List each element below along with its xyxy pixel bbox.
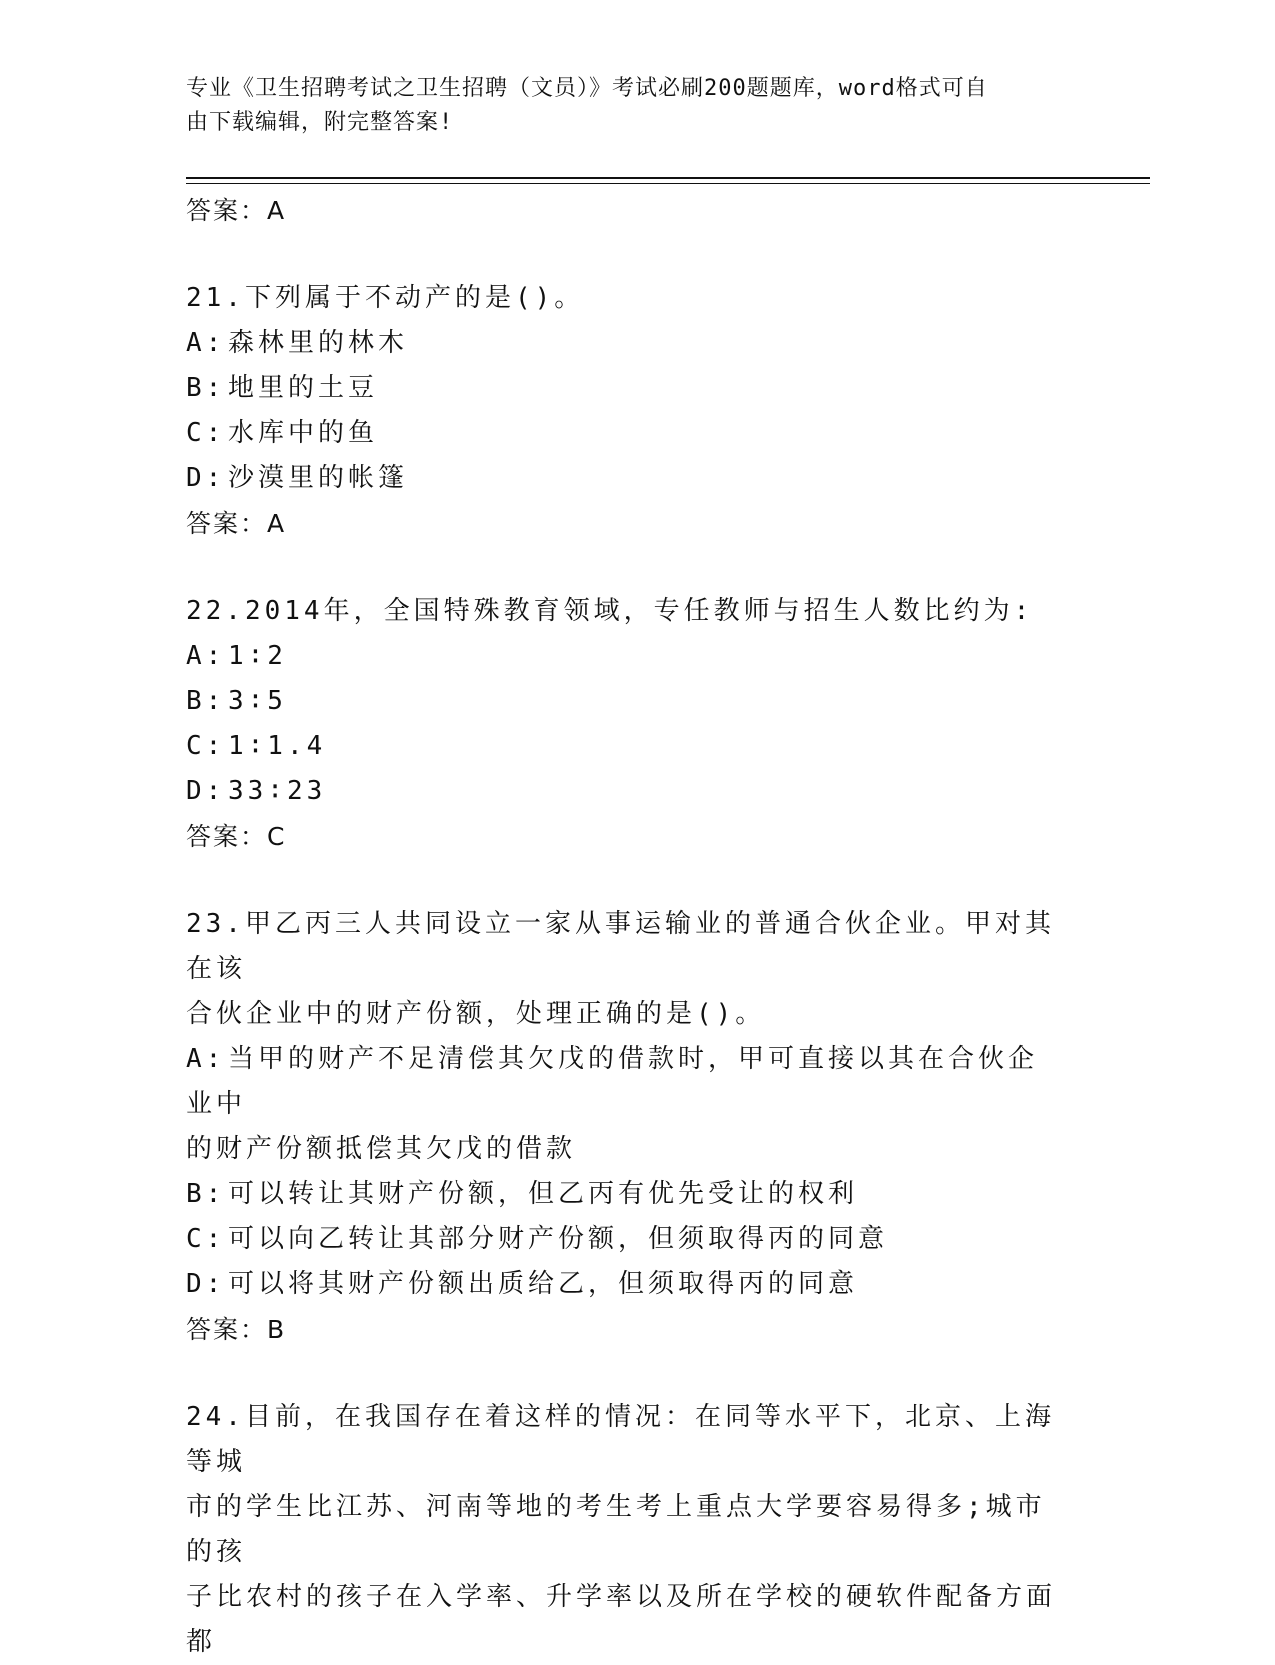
question-stem: [186, 902, 1066, 1037]
answer-line: 答案：B: [186, 1315, 287, 1344]
question-stem-line: 23.甲乙丙三人共同设立一家从事运输业的普通合伙企业。甲对其在该: [186, 909, 1055, 984]
question-list: [186, 188, 1066, 1665]
header-divider-thin: [186, 183, 1150, 184]
option-label: C:: [186, 1224, 226, 1254]
option-text: 沙漠里的帐篷: [228, 463, 409, 493]
question-stem: 22.2014年，全国特殊教育领域，专任教师与招生人数比约为:: [186, 596, 1034, 626]
answer-line: 答案：A: [186, 196, 287, 225]
header-line-1: 专业《卫生招聘考试之卫生招聘（文员）》考试必刷200题题库，word格式可自: [186, 76, 988, 101]
option-text: 1∶2: [228, 641, 287, 671]
option-label: A:: [186, 1044, 226, 1074]
question-22: [186, 589, 1066, 860]
option-label: A:: [186, 641, 226, 671]
option-d: [186, 769, 1066, 814]
question-stem-line: 市的学生比江苏、河南等地的考生考上重点大学要容易得多;城市的孩: [186, 1492, 1046, 1567]
question-stem: 21.下列属于不动产的是()。: [186, 283, 585, 313]
question-21: [186, 276, 1066, 547]
question-stem-line: 24.目前，在我国存在着这样的情况：在同等水平下，北京、上海等城: [186, 1402, 1055, 1477]
option-text: 可以转让其财产份额，但乙丙有优先受让的权利: [228, 1179, 859, 1209]
answer-line: 答案：A: [186, 509, 287, 538]
document-header: [186, 72, 1066, 140]
option-c: [186, 1217, 1066, 1262]
option-c: [186, 724, 1066, 769]
option-label: C:: [186, 418, 226, 448]
question-stem-line: 合伙企业中的财产份额，处理正确的是()。: [186, 999, 766, 1029]
option-label: D:: [186, 776, 226, 806]
option-text: 水库中的鱼: [228, 418, 379, 448]
option-label: A:: [186, 328, 226, 358]
option-label: C:: [186, 731, 226, 761]
header-line-2: 由下载编辑，附完整答案!: [186, 110, 454, 135]
option-label: B:: [186, 373, 226, 403]
option-a: [186, 634, 1066, 679]
option-text: 当甲的财产不足清偿其欠戊的借款时，甲可直接以其在合伙企业中: [186, 1044, 1039, 1119]
option-text: 可以向乙转让其部分财产份额，但须取得丙的同意: [228, 1224, 889, 1254]
option-text: 1∶1.4: [228, 731, 327, 761]
option-label: D:: [186, 1269, 226, 1299]
answer-line: 答案：C: [186, 822, 287, 851]
option-d: [186, 1262, 1066, 1307]
question-23: [186, 902, 1066, 1353]
option-text-continued: 的财产份额抵偿其欠戊的借款: [186, 1134, 577, 1164]
question-24: [186, 1395, 1066, 1665]
option-a: [186, 1037, 1066, 1172]
header-divider-thick: [186, 177, 1150, 179]
option-c: [186, 411, 1066, 456]
question-stem-line: 子比农村的孩子在入学率、升学率以及所在学校的硬软件配备方面都: [186, 1582, 1057, 1657]
option-text: 森林里的林木: [228, 328, 409, 358]
option-label: B:: [186, 686, 226, 716]
option-text: 地里的土豆: [228, 373, 379, 403]
option-a: [186, 321, 1066, 366]
option-label: D:: [186, 463, 226, 493]
question-stem: [186, 1395, 1066, 1665]
option-label: B:: [186, 1179, 226, 1209]
option-b: [186, 1172, 1066, 1217]
option-text: 可以将其财产份额出质给乙，但须取得丙的同意: [228, 1269, 859, 1299]
option-text: 3∶5: [228, 686, 287, 716]
option-d: [186, 456, 1066, 501]
option-b: [186, 679, 1066, 724]
option-b: [186, 366, 1066, 411]
option-text: 33∶23: [228, 776, 327, 806]
